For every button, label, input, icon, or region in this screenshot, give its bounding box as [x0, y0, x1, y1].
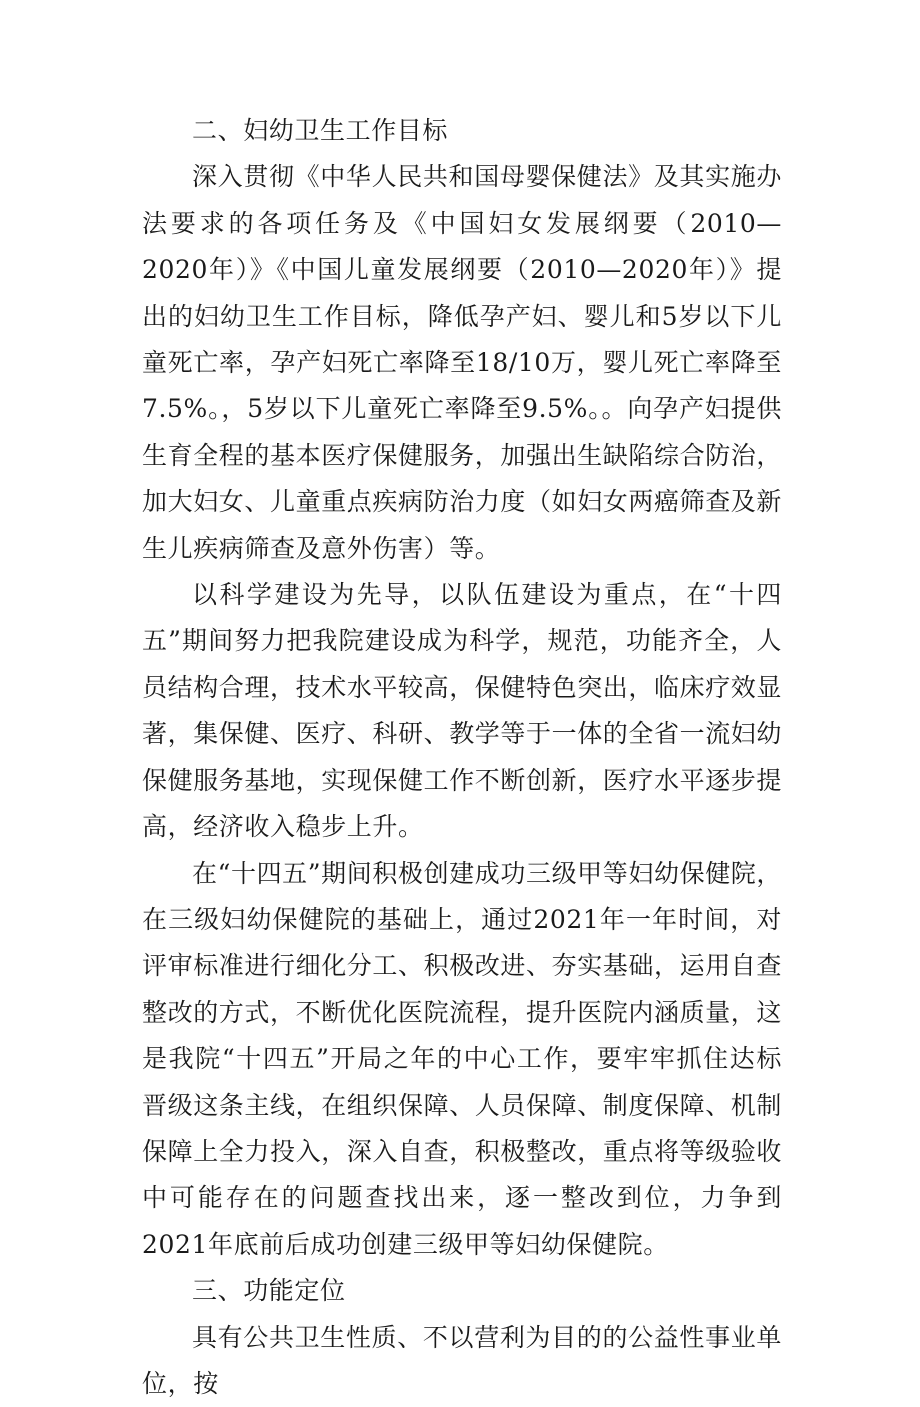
section-heading-goals: 二、妇幼卫生工作目标: [192, 116, 449, 145]
paragraph-goals-grade-a: 在“十四五”期间积极创建成功三级甲等妇幼保健院，在三级妇幼保健院的基础上，通过2021年一年时间，对评审标准进行细化分工、积极改进、夯实基础，运用自查整改的方式，不断优化医院流程，提升医院内涵质量，这是我院“十四五”开局之年的中心工作，要牢牢抓住达标晋级这条主线，在组织保障、人员保障、制度保障、机制保障上全力投入，深入自查，积极整改，重点将等级验收中可能存在的问题查找出来，逐一整改到位，力争到2021年底前后成功创建三级甲等妇幼保健院。: [142, 858, 783, 1259]
paragraph-goals-targets: 深入贯彻《中华人民共和国母婴保健法》及其实施办法要求的各项任务及《中国妇女发展纲要（2010—2020年）》《中国儿童发展纲要（2010—2020年）》提出的妇幼卫生工作目标，降低孕产妇、婴儿和5岁以下儿童死亡率，孕产妇死亡率降至18/10万，婴儿死亡率降至7.5%。，5岁以下儿童死亡率降至9.5%。。向孕产妇提供生育全程的基本医疗保健服务，加强出生缺陷综合防治，加大妇女、儿童重点疾病防治力度（如妇女两癌筛查及新生儿疾病筛查及意外伤害）等。: [142, 162, 783, 563]
section-heading-positioning: 三、功能定位: [192, 1276, 346, 1306]
paragraph-goals-construction: 以科学建设为先导，以队伍建设为重点，在“十四五”期间努力把我院建设成为科学，规范，功能齐全，人员结构合理，技术水平较高，保健特色突出，临床疗效显著，集保健、医疗、科研、教学等于一体的全省一流妇幼保健服务基地，实现保健工作不断创新，医疗水平逐步提高，经济收入稳步上升。: [142, 580, 783, 842]
paragraph-positioning: 具有公共卫生性质、不以营利为目的的公益性事业单位，按: [142, 1322, 782, 1398]
document-body: [142, 108, 782, 1407]
